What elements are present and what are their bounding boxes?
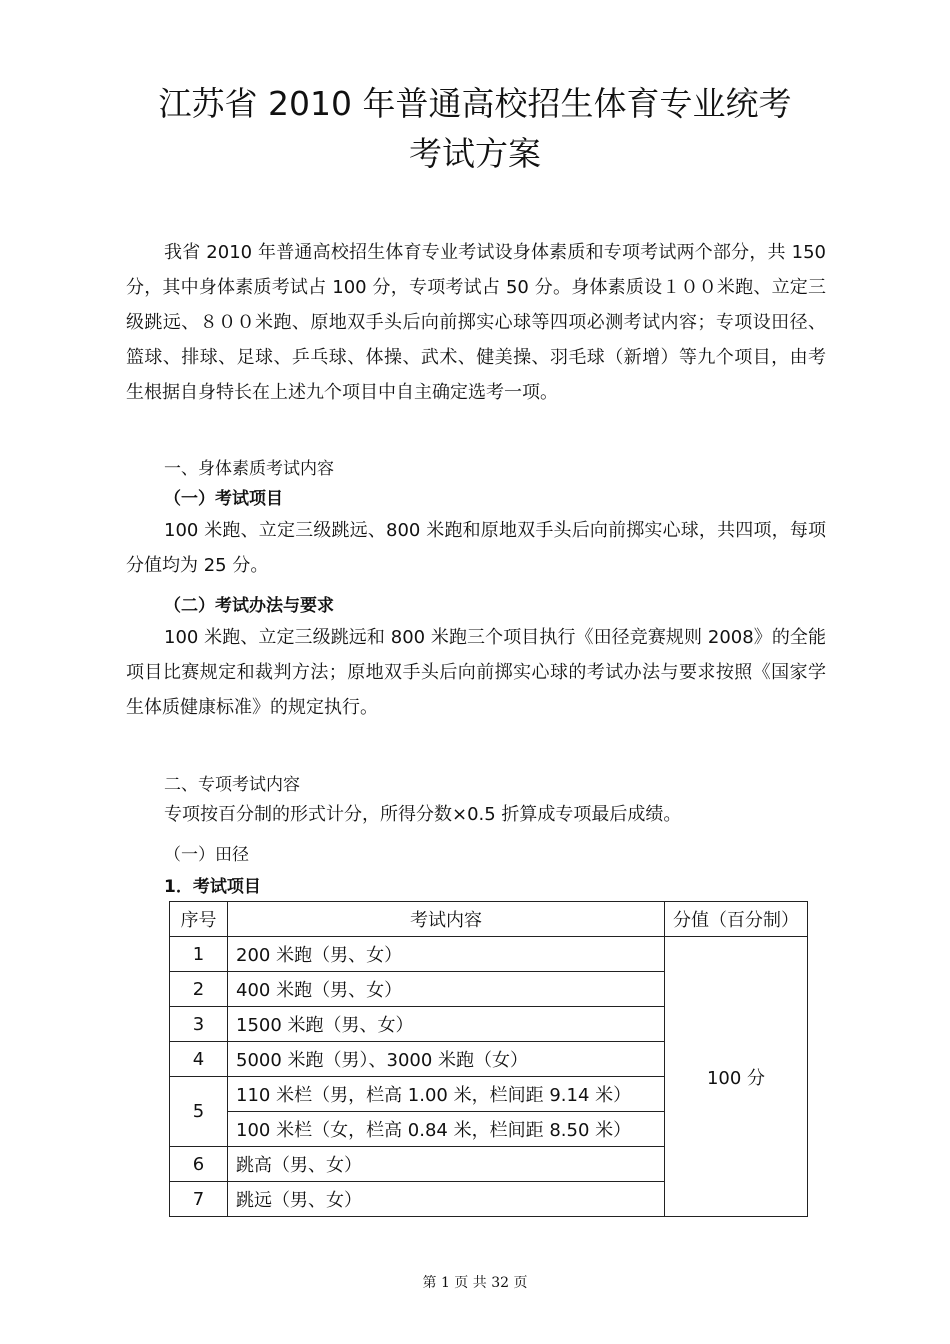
section1-sub1-heading: （一）考试项目: [164, 489, 283, 509]
section1-sub2-heading: （二）考试办法与要求: [164, 596, 334, 616]
row-number: 6: [170, 1147, 228, 1182]
row-number: 7: [170, 1182, 228, 1217]
row-item: 110 米栏（男，栏高 1.00 米，栏间距 9.14 米）: [228, 1077, 665, 1112]
row-item: 5000 米跑（男）、3000 米跑（女）: [228, 1042, 665, 1077]
section2-description: 专项按百分制的形式计分，所得分数×0.5 折算成专项最后成绩。: [164, 804, 682, 825]
row-item: 100 米栏（女，栏高 0.84 米，栏间距 8.50 米）: [228, 1112, 665, 1147]
row-number: 1: [170, 937, 228, 972]
table-header-cell: 考试内容: [228, 902, 665, 937]
section1-sub2-text: 100 米跑、立定三级跳远和 800 米跑三个项目执行《田径竞赛规则 2008》的全能项目比赛规定和裁判方法；原地双手头后向前掷实心球的考试办法与要求按照《国家学生体质健康标准》的规定执行。: [126, 627, 826, 718]
table-header-cell: 序号: [170, 902, 228, 937]
table-header-row: [170, 902, 808, 937]
page-footer: 第 1 页 共 32 页: [422, 1275, 528, 1291]
score-cell: 100 分: [665, 937, 808, 1217]
row-number: 5: [170, 1077, 228, 1147]
document-title-line1: 江苏省 2010 年普通高校招生体育专业统考: [158, 84, 792, 123]
section1-heading: 一、身体素质考试内容: [164, 459, 334, 479]
exam-items-heading: 1．考试项目: [164, 877, 261, 897]
section2-sub1-heading: （一）田径: [164, 845, 249, 865]
section2-heading: 二、专项考试内容: [164, 775, 300, 795]
document-title-line2: 考试方案: [409, 134, 541, 173]
row-item: 跳高（男、女）: [228, 1147, 665, 1182]
exam-items-table: [169, 901, 808, 1217]
row-number: 4: [170, 1042, 228, 1077]
row-number: 2: [170, 972, 228, 1007]
row-item: 1500 米跑（男、女）: [228, 1007, 665, 1042]
table-header-cell: 分值（百分制）: [665, 902, 808, 937]
table-row: [170, 937, 808, 972]
row-item: 跳远（男、女）: [228, 1182, 665, 1217]
row-item: 400 米跑（男、女）: [228, 972, 665, 1007]
row-number: 3: [170, 1007, 228, 1042]
intro-paragraph: 我省 2010 年普通高校招生体育专业考试设身体素质和专项考试两个部分，共 150 分，其中身体素质考试占 100 分，专项考试占 50 分。身体素质设１００米跑、立定三级跳远、８００米跑、原地双手头后向前掷实心球等四项必测考试内容；专项设田径、篮球、排球、足球、乒乓球、体操、武术、健美操、羽毛球（新增）等九个项目，由考生根据自身特长在上述九个项目中自主确定选考一项。: [126, 242, 826, 403]
row-item: 200 米跑（男、女）: [228, 937, 665, 972]
section1-sub1-text: 100 米跑、立定三级跳远、800 米跑和原地双手头后向前掷实心球，共四项，每项分值均为 25 分。: [126, 520, 826, 576]
